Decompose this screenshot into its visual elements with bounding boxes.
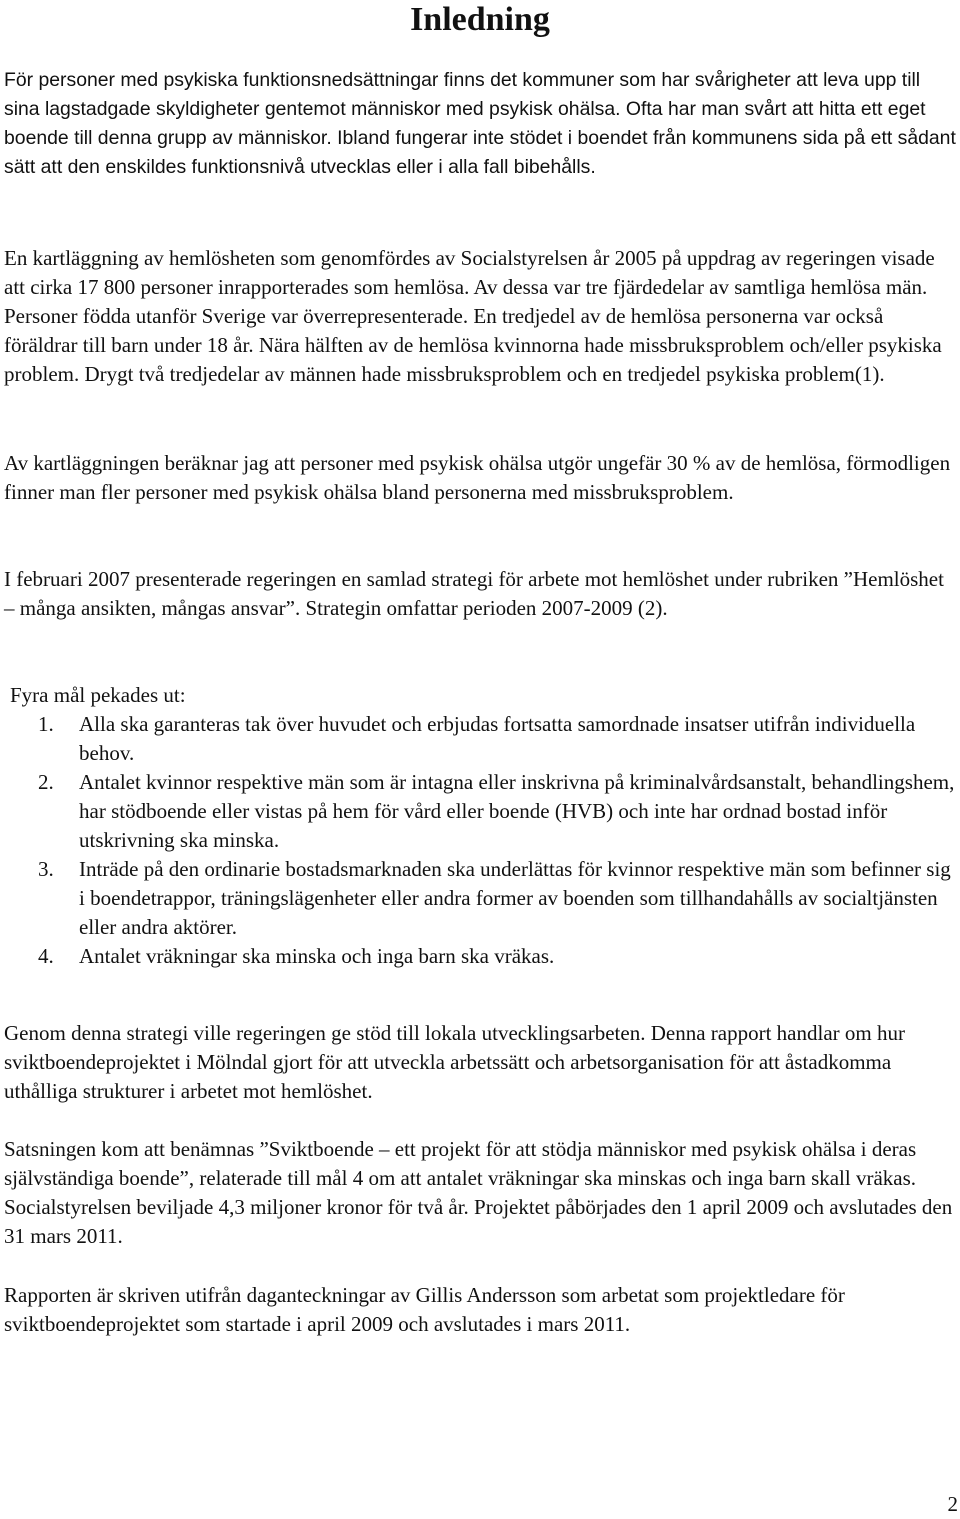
paragraph-intro: För personer med psykiska funktionsnedsättningar finns det kommuner som har svårigheter att leva upp till sina lagstadgade skyldigheter gentemot människor med psykisk ohälsa. Ofta har man svårt att hitta ett eget boende till denna grupp av människor. Ibland fungerar inte stödet i boendet från kommunens sida på ett sådant sätt att den enskildes funktionsnivå utvecklas eller i alla fall bibehålls. [4,69,956,178]
paragraph-survey: En kartläggning av hemlösheten som genomfördes av Socialstyrelsen år 2005 på uppdrag av regeringen visade att cirka 17 800 personer inrapporterades som hemlösa. Av dessa var tre fjärdedelar av samtliga hemlösa män. Personer födda utanför Sverige var överrepresenterade. En tredjedel av de hemlösa personerna var också föräldrar till barn under 18 år. Nära hälften av de hemlösa kvinnorna hade missbruksproblem och/eller psykiska problem. Drygt två tredjedelar av männen hade missbruksproblem och en tredjedel psykiska problem(1). [4,246,942,386]
page-title: Inledning [410,1,550,38]
list-item-number: 2. [38,770,54,794]
paragraph-report-basis: Rapporten är skriven utifrån daganteckningar av Gillis Andersson som arbetat som projektledare för sviktboendeprojektet som startade i april 2009 och avslutades i mars 2011. [4,1283,845,1336]
paragraph-local-development: Genom denna strategi ville regeringen ge stöd till lokala utvecklingsarbeten. Denna rapport handlar om hur sviktboendeprojektet i Mölndal gjort för att utveckla arbetssätt och arbetsorganisation för att åstadkomma uthålliga strukturer i arbetet mot hemlöshet. [4,1021,905,1103]
paragraph-strategy: I februari 2007 presenterade regeringen en samlad strategi för arbete mot hemlöshet under rubriken ”Hemlöshet – många ansikten, mångas ansvar”. Strategin omfattar perioden 2007-2009 (2). [4,567,944,620]
list-item-number: 3. [38,857,54,881]
list-item [0,768,960,855]
goals-intro: Fyra mål pekades ut: [10,683,186,707]
list-item-text: Antalet kvinnor respektive män som är intagna eller inskrivna på kriminalvårdsanstalt, behandlingshem, har stödboende eller vistas på hem för vård eller boende (HVB) och inte har ordnad bostad inför utskrivning ska minska. [79,770,955,852]
list-item [0,942,960,971]
goals-list [0,710,960,971]
list-item-text: Antalet vräkningar ska minska och inga barn ska vräkas. [79,944,555,968]
list-item-text: Alla ska garanteras tak över huvudet och erbjudas fortsatta samordnade insatser utifrån individuella behov. [79,712,916,765]
list-item-number: 1. [38,712,54,736]
list-item [0,855,960,942]
list-item [0,710,960,768]
list-item-text: Inträde på den ordinarie bostadsmarknaden ska underlättas för kvinnor respektive män som befinner sig i boendetrappor, träningslägenheter eller andra former av boenden som tillhandahålls av socialtjänsten eller andra aktörer. [79,857,951,939]
paragraph-estimate: Av kartläggningen beräknar jag att personer med psykisk ohälsa utgör ungefär 30 % av de hemlösa, förmodligen finner man fler personer med psykisk ohälsa bland personerna med missbruksproblem. [4,451,951,504]
paragraph-sviktboende: Satsningen kom att benämnas ”Sviktboende – ett projekt för att stödja människor med psykisk ohälsa i deras självständiga boende”, relaterade till mål 4 om att antalet vräkningar ska minskas och inga barn skall vräkas. Socialstyrelsen beviljade 4,3 miljoner kronor för två år. Projektet påbörjades den 1 april 2009 och avslutades den 31 mars 2011. [4,1137,953,1248]
page-number: 2 [947,1492,958,1516]
list-item-number: 4. [38,944,54,968]
